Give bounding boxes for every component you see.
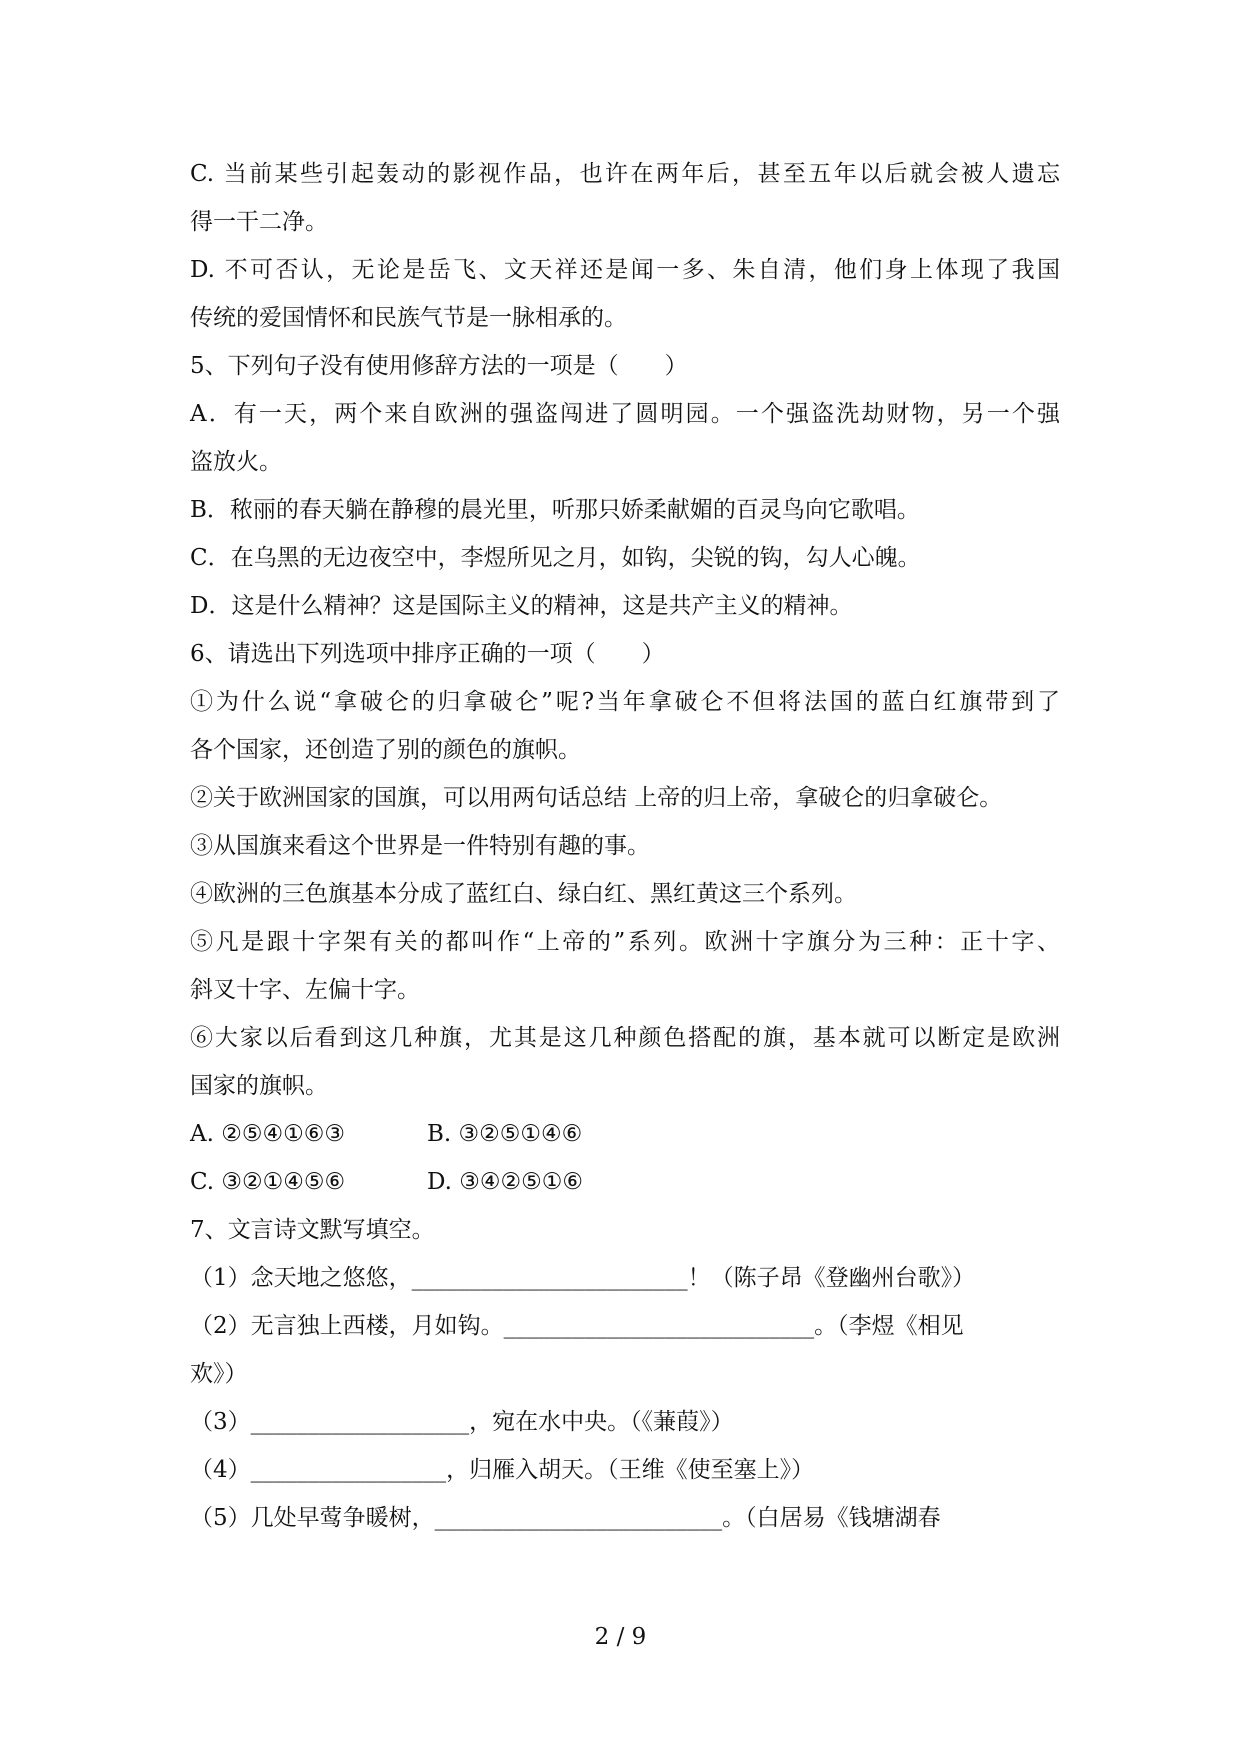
q5-option-a-line-1: A．有一天，两个来自欧洲的强盗闯进了圆明园。一个强盗洗劫财物，另一个强 [190, 401, 1060, 427]
q6-sentence-2: ②关于欧洲国家的国旗，可以用两句话总结 上帝的归上帝，拿破仑的归拿破仑。 [190, 785, 1003, 811]
q7-fill-3: （3）___________________，宛在水中央。（《蒹葭》） [190, 1409, 734, 1435]
q6-options-row-1 [190, 1110, 1060, 1158]
q5-option-b: B．秾丽的春天躺在静穆的晨光里，听那只娇柔献媚的百灵鸟向它歌唱。 [190, 497, 920, 523]
q6-sentence-6-line-2: 国家的旗帜。 [190, 1073, 328, 1099]
q4-option-d-line-1: D. 不可否认，无论是岳飞、文天祥还是闻一多、朱自清，他们身上体现了我国 [190, 257, 1060, 283]
q7-fill-2-line-2: 欢》） [190, 1361, 248, 1387]
q6-sentence-5-line-2: 斜叉十字、左偏十字。 [190, 977, 420, 1003]
q6-sentence-1-line-2: 各个国家，还创造了别的颜色的旗帜。 [190, 737, 581, 763]
page-number: 2 / 9 [594, 1624, 647, 1650]
q5-option-c: C．在乌黑的无边夜空中，李煜所见之月，如钩，尖锐的钩，勾人心魄。 [190, 545, 921, 571]
q6-sentence-5-line-1: ⑤凡是跟十字架有关的都叫作“上帝的”系列。欧洲十字旗分为三种：正十字、 [190, 929, 1060, 955]
question-7-stem: 7、文言诗文默写填空。 [190, 1217, 435, 1243]
q5-option-a-line-2: 盗放火。 [190, 449, 282, 475]
question-5-stem: 5、下列句子没有使用修辞方法的一项是（ ） [190, 353, 688, 379]
q6-option-b: B. ③②⑤①④⑥ [427, 1121, 583, 1147]
q6-sentence-6-line-1: ⑥大家以后看到这几种旗，尤其是这几种颜色搭配的旗，基本就可以断定是欧洲 [190, 1025, 1060, 1051]
q7-fill-2-line-1: （2）无言独上西楼，月如钩。___________________________。（李煜《相见 [190, 1313, 964, 1339]
question-6-stem: 6、请选出下列选项中排序正确的一项（ ） [190, 641, 665, 667]
page-content [190, 150, 1060, 1542]
q5-option-d: D．这是什么精神？这是国际主义的精神，这是共产主义的精神。 [190, 593, 853, 619]
q6-option-c: C. ③②①④⑤⑥ [190, 1169, 346, 1195]
q4-option-c-line-1: C. 当前某些引起轰动的影视作品，也许在两年后，甚至五年以后就会被人遗忘 [190, 161, 1060, 187]
q6-option-d: D. ③④②⑤①⑥ [427, 1169, 583, 1195]
q7-fill-5: （5）几处早莺争暖树，_________________________。（白居易《钱塘湖春 [190, 1505, 941, 1531]
q6-option-a: A. ②⑤④①⑥③ [190, 1121, 345, 1147]
q6-options-row-2 [190, 1158, 1060, 1206]
q6-sentence-3: ③从国旗来看这个世界是一件特别有趣的事。 [190, 833, 650, 859]
q7-fill-1: （1）念天地之悠悠，________________________！（陈子昂《登幽州台歌》） [190, 1265, 976, 1291]
q7-fill-4: （4）_________________，归雁入胡天。（王维《使至塞上》） [190, 1457, 815, 1483]
q4-option-d-line-2: 传统的爱国情怀和民族气节是一脉相承的。 [190, 305, 627, 331]
q6-sentence-1-line-1: ①为什么说“拿破仑的归拿破仑”呢?当年拿破仑不但将法国的蓝白红旗带到了 [190, 689, 1060, 715]
q6-sentence-4: ④欧洲的三色旗基本分成了蓝红白、绿白红、黑红黄这三个系列。 [190, 881, 857, 907]
q4-option-c-line-2: 得一干二净。 [190, 209, 328, 235]
